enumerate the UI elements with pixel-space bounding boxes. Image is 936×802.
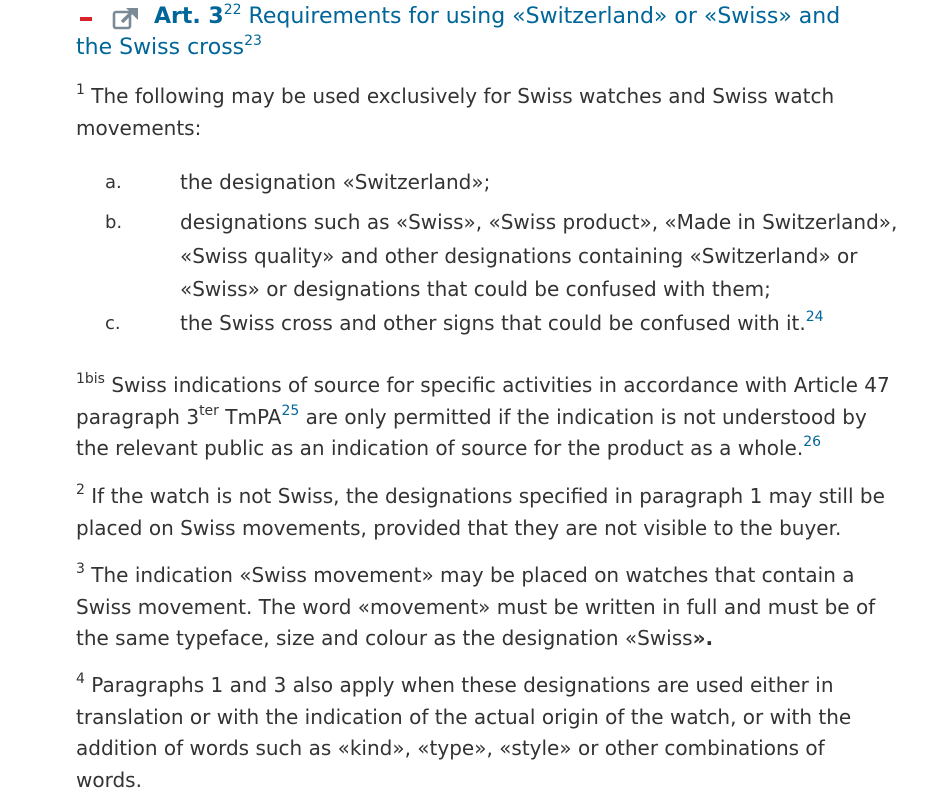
paragraph-number: 3 xyxy=(76,561,85,577)
list-text-line: «Swiss quality» and other designations containing «Switzerland» or xyxy=(180,243,858,268)
paragraph-number: 1 xyxy=(76,82,85,98)
paragraph-text: addition of words such as «kind», «type», «style» or other combinations of xyxy=(76,736,825,760)
paragraph-number: 4 xyxy=(76,671,85,687)
paragraph-text: Swiss movement. The word «movement» must be written in full and must be of xyxy=(76,594,876,619)
paragraph-text: placed on Swiss movements, provided that they are not visible to the buyer. xyxy=(76,515,842,540)
list-text-line: «Swiss» or designations that could be confused with them; xyxy=(180,277,771,301)
paragraph-text: are only permitted if the indication is not understood by xyxy=(299,404,867,429)
footnote-link[interactable]: 25 xyxy=(281,402,300,419)
article-title-continuation: the Swiss cross xyxy=(76,35,245,60)
paragraph-4 xyxy=(76,670,891,796)
bold-quote: ». xyxy=(692,626,714,650)
paragraph-text: Paragraphs 1 and 3 also apply when these designations are used either in xyxy=(91,673,834,697)
footnote-link[interactable]: 24 xyxy=(805,309,824,325)
list-text xyxy=(180,206,900,307)
footnote-link[interactable]: 26 xyxy=(803,434,822,450)
paragraph-1 xyxy=(76,81,891,144)
footnote-link[interactable]: 23 xyxy=(244,33,262,49)
paragraph-text: the same typeface, size and colour as the designation «Swiss xyxy=(76,626,693,650)
paragraph-text: TmPA xyxy=(218,404,282,429)
external-link-icon[interactable] xyxy=(112,6,140,30)
paragraph-text: paragraph 3 xyxy=(76,404,200,429)
footnote-link[interactable]: 22 xyxy=(223,2,242,18)
paragraph-text: The following may be used exclusively for Swiss watches and Swiss watch xyxy=(91,84,835,108)
paragraph-2 xyxy=(76,481,891,544)
article-number: Art. 3 xyxy=(154,4,224,29)
list-text-line: designations such as «Swiss», «Swiss product», «Made in Switzerland», xyxy=(180,210,898,234)
paragraph-3 xyxy=(76,560,891,655)
list-text xyxy=(180,307,900,341)
paragraph-text: If the watch is not Swiss, the designations specified in paragraph 1 may still be xyxy=(91,484,885,508)
list-text-line: the Swiss cross and other signs that could be confused with it. xyxy=(180,311,806,335)
article-title: Requirements for using «Switzerland» or «Swiss» and xyxy=(248,4,841,29)
article-title-line2 xyxy=(76,33,262,63)
article-title-line1 xyxy=(154,2,840,32)
list-letter: a. xyxy=(105,172,122,193)
list-text xyxy=(180,166,900,200)
superscript-ter: ter xyxy=(199,402,219,419)
paragraph-text: words. xyxy=(76,767,142,792)
paragraph-number: 1bis xyxy=(76,371,105,387)
minus-icon[interactable] xyxy=(74,2,94,32)
paragraph-number: 2 xyxy=(76,482,85,498)
paragraph-text: Swiss indications of source for specific activities in accordance with Article 47 xyxy=(111,373,890,397)
list-letter: b. xyxy=(105,212,123,233)
list-letter: c. xyxy=(105,313,121,334)
paragraph-1bis xyxy=(76,370,891,465)
paragraph-text: The indication «Swiss movement» may be placed on watches that contain a xyxy=(91,563,855,587)
paragraph-text: movements: xyxy=(76,115,202,140)
paragraph-text: translation or with the indication of the actual origin of the watch, or with the xyxy=(76,704,852,729)
paragraph-text: the relevant public as an indication of source for the product as a whole. xyxy=(76,436,804,460)
list-text-line: the designation «Switzerland»; xyxy=(180,170,491,194)
